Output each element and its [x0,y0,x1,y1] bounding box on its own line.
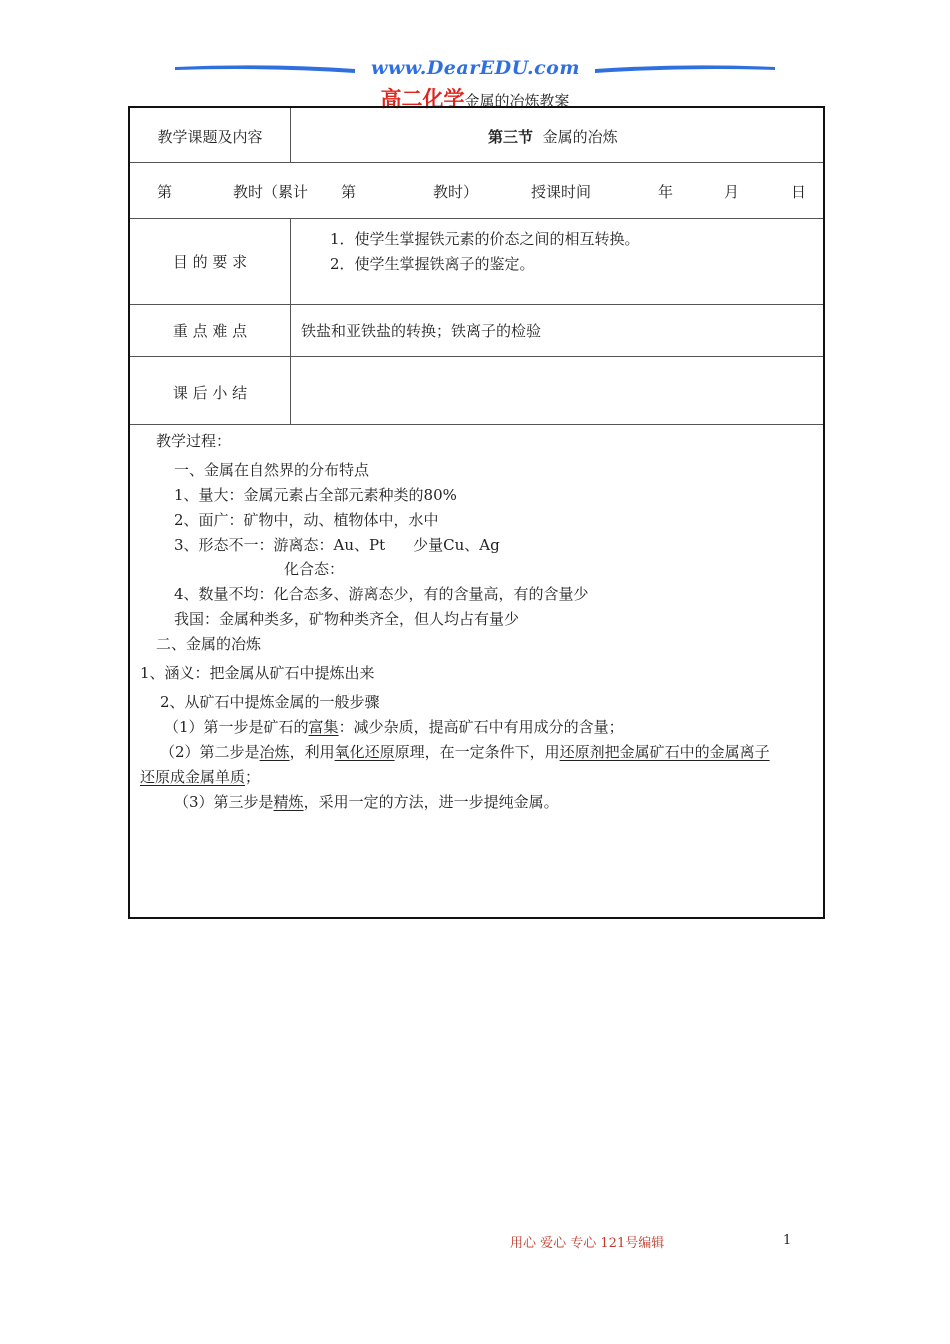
row-schedule [130,163,823,219]
step-2-text-b: ，利用 [289,743,335,761]
section-1-title: 一、金属在自然界的分布特点 [174,461,370,479]
key-points-value: 铁盐和亚铁盐的转换；铁离子的检验 [301,322,542,340]
step-3-text-b: ，采用一定的方法，进一步提纯金属。 [303,793,559,811]
title-subject: 高二化学 [380,86,465,111]
step-2-keyword: 冶炼 [259,743,290,761]
topic-label: 教学课题及内容 [157,128,263,146]
free-state: 3、形态不一：游离态：Au、Pt [174,536,386,554]
footer-note: 用心 爱心 专心 121号编辑 [510,1236,665,1251]
step-1-text-b: ：减少杂质，提高矿石中有用成分的含量； [338,718,624,736]
row-goals [130,219,823,305]
step-2-text-a: （2）第二步是 [160,743,260,761]
period-cumulative-label: 教时（累计 [233,183,309,201]
section-1-item-1: 1、量大：金属元素占全部元素种类的80% [174,486,457,504]
step-2-principle: 氧化还原 [334,743,395,761]
period-di-2: 第 [341,183,357,201]
goal-1: 1．使学生掌握铁元素的价态之间的相互转换。 [330,230,640,248]
step-1-text-a: （1）第一步是矿石的 [164,718,309,736]
period-end-label: 教时） [433,183,479,201]
section-1-item-2: 2、面广：矿物中，动、植物体中，水中 [174,511,439,529]
divider-summary [290,357,291,425]
section-1-note: 我国：金属种类多，矿物种类齐全，但人均占有量少 [174,610,520,628]
day-label: 日 [791,183,807,201]
year-label: 年 [658,183,674,201]
key-points-label: 重 点 难 点 [172,322,248,340]
process-heading: 教学过程： [156,432,232,450]
step-3-keyword: 精炼 [273,793,304,811]
row-key-points [130,305,823,357]
site-logo-text: www.DearEDU.com [371,57,580,79]
divider-key [290,305,291,357]
topic-prefix: 第三节 [488,128,534,146]
step-3 [174,791,559,812]
goals-label: 目 的 要 求 [172,253,248,271]
step-1-keyword: 富集 [308,718,339,736]
title-rest: 金属的冶炼教案 [464,92,570,110]
step-3-text-a: （3）第三步是 [174,793,274,811]
lesson-plan-table [128,106,825,919]
summary-label: 课 后 小 结 [172,384,248,402]
divider-goals [290,219,291,305]
section-2-item-1: 1、涵义：把金属从矿石中提炼出来 [140,664,375,682]
topic-name: 金属的冶炼 [542,128,618,146]
step-2-cont [140,766,260,787]
section-2-item-2: 2、从矿石中提炼金属的一般步骤 [160,693,380,711]
section-2-title: 二、金属的冶炼 [156,635,262,653]
divider-topic [290,108,291,163]
banner-swoosh-right [595,65,775,75]
step-2 [160,741,770,762]
step-2-result: 还原成金属单质 [140,768,246,786]
row-topic [130,108,823,163]
period-di: 第 [157,183,173,201]
goal-2: 2．使学生掌握铁离子的鉴定。 [330,255,535,273]
page-number: 1 [783,1233,792,1248]
step-2-text-c: 原理，在一定条件下，用 [394,743,560,761]
step-2-text-d: ； [245,768,261,786]
class-time-label: 授课时间 [531,183,592,201]
section-1-item-4: 4、数量不均：化合态多、游离态少，有的含量高，有的含量少 [174,585,589,603]
step-1 [164,716,624,737]
month-label: 月 [724,183,740,201]
step-2-reductant: 还原剂把金属矿石中的金属离子 [559,743,770,761]
section-1-item-3 [174,534,500,555]
row-summary [130,357,823,425]
free-state-minor: 少量Cu、Ag [413,536,500,554]
topic-value [488,126,618,147]
combined-state: 化合态： [284,560,345,578]
banner-swoosh-left [175,65,355,75]
